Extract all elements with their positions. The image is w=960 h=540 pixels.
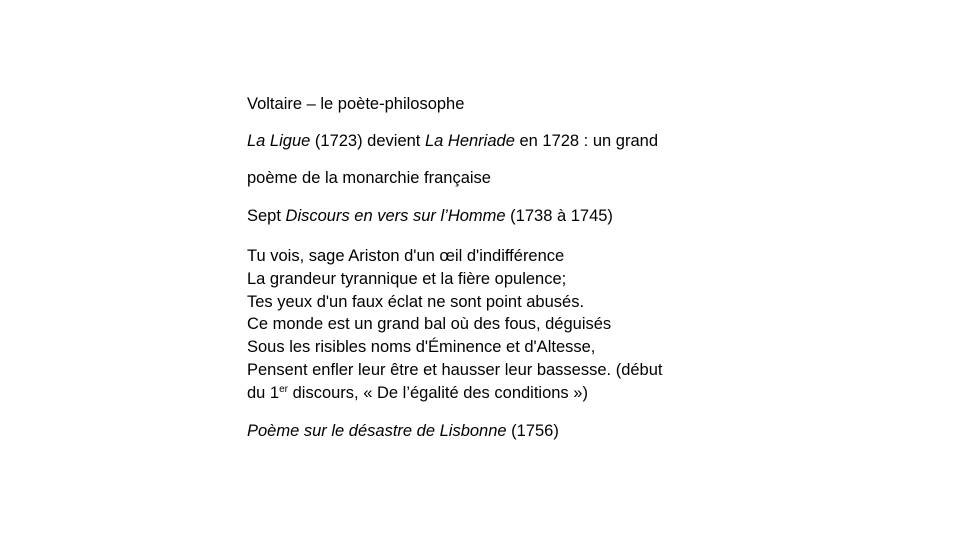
poem-line: Ce monde est un grand bal où des fous, déguisés <box>247 315 612 334</box>
ligue-title: La Ligue <box>247 132 311 150</box>
lisbonne-paragraph <box>247 419 927 443</box>
poem-source-pre: du 1 <box>247 383 280 402</box>
discours-pre: Sept <box>247 207 286 225</box>
poem-source-post: discours, « De l’égalité des conditions ») <box>288 383 588 402</box>
poem-source-superscript: er <box>279 383 289 395</box>
lisbonne-title: Poème sur le désastre de Lisbonne <box>247 421 507 440</box>
poem-line: Tes yeux d'un faux éclat ne sont point abusés. <box>247 292 585 311</box>
slide-text-box <box>247 92 927 443</box>
poem-line: Pensent enfler leur être et hausser leur bassesse. (début <box>247 360 663 379</box>
heading-text: Voltaire – le poète-philosophe <box>247 95 465 113</box>
slide-heading <box>247 92 927 116</box>
ligue-continuation-text: poème de la monarchie française <box>247 169 491 187</box>
henriade-title: La Henriade <box>424 132 515 150</box>
ligue-continuation <box>247 166 927 190</box>
discours-paragraph <box>247 204 927 228</box>
ligue-paragraph <box>247 129 927 153</box>
lisbonne-post: (1756) <box>506 421 559 440</box>
discours-title: Discours en vers sur l’Homme <box>285 207 506 225</box>
poem-quote <box>247 245 927 405</box>
ligue-mid: (1723) devient <box>310 132 425 150</box>
poem-line: Sous les risibles noms d'Éminence et d'Altesse, <box>247 338 596 357</box>
poem-line: Tu vois, sage Ariston d'un œil d'indifférence <box>247 247 565 265</box>
poem-source-line <box>247 382 927 405</box>
discours-post: (1738 à 1745) <box>505 207 613 225</box>
ligue-end: en 1728 : un grand <box>514 132 658 150</box>
poem-line: La grandeur tyrannique et la fière opulence; <box>247 269 567 288</box>
